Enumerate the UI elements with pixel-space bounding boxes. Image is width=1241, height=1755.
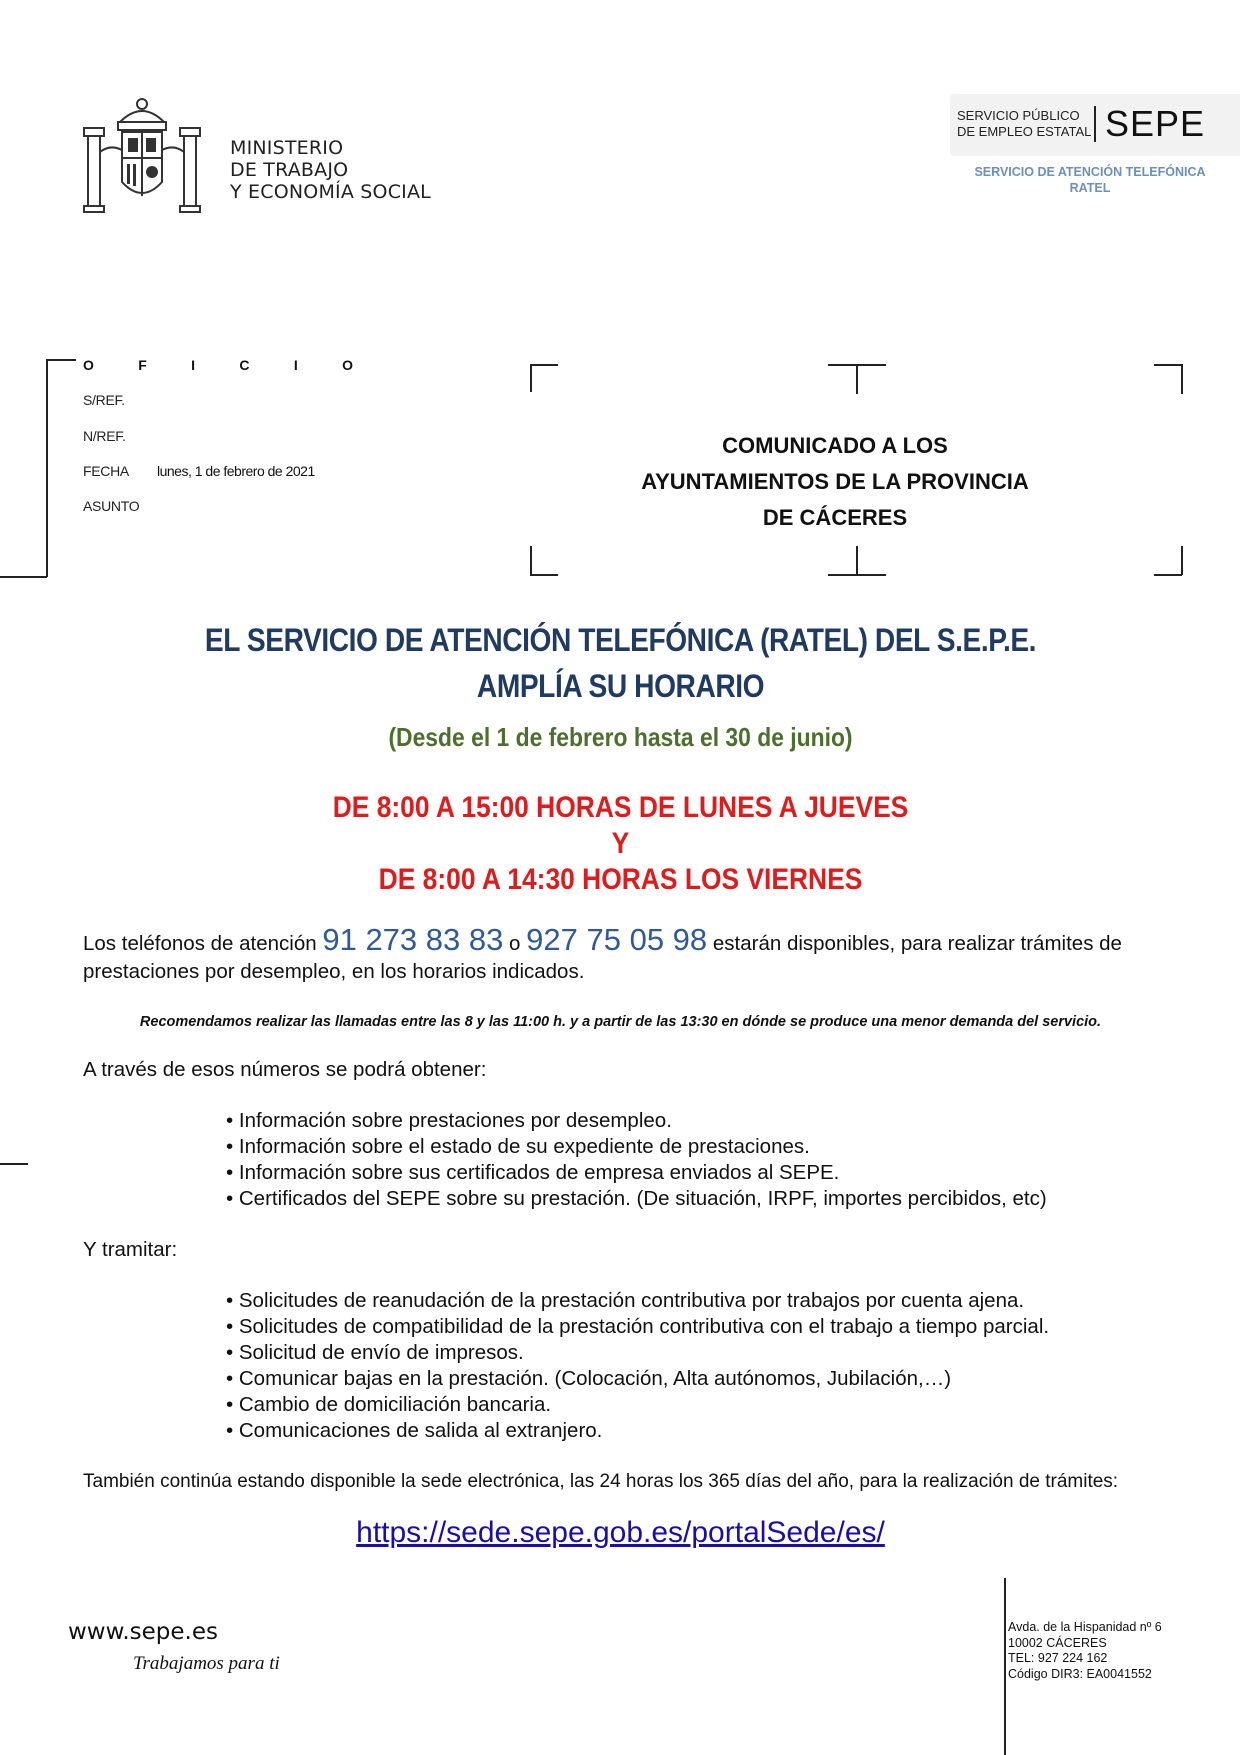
- list-item: • Información sobre el estado de su expediente de prestaciones.: [226, 1135, 810, 1158]
- oficio-left-rule: [46, 359, 48, 577]
- corner-mark: [530, 574, 558, 576]
- headline-line-2: AMPLÍA SU HORARIO: [476, 668, 765, 704]
- list-item: • Solicitud de envío de impresos.: [226, 1341, 524, 1364]
- nref-label: N/REF.: [83, 428, 126, 444]
- corner-mark: [1181, 364, 1183, 394]
- address-line: 10002 CÁCERES: [1008, 1635, 1107, 1650]
- fold-mark: [0, 1163, 28, 1165]
- list-item: • Certificados del SEPE sobre su prestación. (De situación, IRPF, importes percibidos, etc): [226, 1187, 1047, 1210]
- ministry-line-2: DE TRABAJO: [230, 159, 349, 181]
- list-item: • Cambio de domiciliación bancaria.: [226, 1393, 552, 1416]
- sepe-logo-line-1: SERVICIO PÚBLICO: [957, 108, 1080, 123]
- address-line: Código DIR3: EA0041552: [1008, 1666, 1152, 1681]
- oficio-letter: C: [239, 357, 250, 373]
- oficio-letter: F: [138, 357, 147, 373]
- footer-divider: [1004, 1578, 1006, 1755]
- footer-tagline: Trabajamos para ti: [133, 1653, 280, 1674]
- phones-suffix: estarán disponibles, para realizar trámites de prestaciones por desempleo, en los horarios indicados.: [83, 932, 1122, 983]
- ministry-line-1: MINISTERIO: [230, 137, 344, 159]
- coat-of-arms-icon: [80, 92, 204, 220]
- footer-website: www.sepe.es: [68, 1619, 218, 1645]
- phones-or: o: [503, 932, 527, 955]
- tramitar-intro: Y tramitar:: [83, 1238, 178, 1261]
- ministry-name: [230, 137, 431, 203]
- hours-friday: DE 8:00 A 14:30 HORAS LOS VIERNES: [378, 863, 863, 896]
- ratel-line-2: RATEL: [1069, 181, 1111, 195]
- obtain-intro: A través de esos números se podrá obtener:: [83, 1058, 487, 1081]
- phones-paragraph: [83, 922, 1203, 986]
- oficio-bottom-rule: [0, 576, 47, 578]
- list-item: • Información sobre prestaciones por desempleo.: [226, 1109, 672, 1132]
- period-subtitle: (Desde el 1 de febrero hasta el 30 de junio): [388, 722, 853, 752]
- hours-and: Y: [611, 827, 630, 860]
- list-item: • Solicitudes de reanudación de la prestación contributiva por trabajos por cuenta ajena.: [226, 1289, 1025, 1312]
- list-item: • Información sobre sus certificados de empresa enviados al SEPE.: [226, 1161, 840, 1184]
- sepe-logo-text: [957, 108, 1091, 140]
- ministry-line-3: Y ECONOMÍA SOCIAL: [230, 181, 431, 203]
- corner-mark: [856, 364, 858, 394]
- obtain-list: [226, 1108, 1047, 1212]
- corner-mark: [530, 546, 532, 575]
- tramitar-list: [226, 1288, 1049, 1444]
- address-line: TEL: 927 224 162: [1008, 1651, 1108, 1665]
- phones-prefix: Los teléfonos de atención: [83, 932, 323, 955]
- corner-mark: [1154, 364, 1182, 366]
- office-address: [1008, 1620, 1162, 1682]
- sepe-logo-divider: [1094, 106, 1096, 142]
- oficio-letter: O: [342, 357, 353, 373]
- oficio-top-rule: [46, 359, 76, 361]
- corner-mark: [530, 364, 532, 392]
- oficio-letter: O: [83, 357, 94, 373]
- corner-mark: [856, 546, 858, 575]
- fecha-label: FECHA: [83, 463, 129, 479]
- ratel-line-1: SERVICIO DE ATENCIÓN TELEFÓNICA: [974, 165, 1206, 179]
- sede-electronica-link[interactable]: https://sede.sepe.gob.es/portalSede/es/: [356, 1516, 885, 1549]
- sepe-logo-line-2: DE EMPLEO ESTATAL: [957, 124, 1092, 139]
- fecha-value: lunes, 1 de febrero de 2021: [157, 463, 315, 479]
- list-item: • Solicitudes de compatibilidad de la prestación contributiva con el trabajo a tiempo parcial.: [226, 1315, 1050, 1338]
- corner-mark: [1181, 546, 1183, 575]
- call-recommendation: Recomendamos realizar las llamadas entre las 8 y las 11:00 h. y a partir de las 13:30 en dónde se produce una menor demanda del servicio.: [139, 1014, 1102, 1030]
- sepe-logo: SEPE: [1105, 103, 1206, 144]
- oficio-letter: I: [293, 357, 298, 373]
- recipient-block: [600, 428, 1070, 536]
- recipient-line-1: COMUNICADO A LOS: [722, 433, 948, 458]
- sede-paragraph: También continúa estando disponible la sede electrónica, las 24 horas los 365 días del año, para la realización de trámites:: [83, 1471, 1119, 1492]
- headline-line-1: EL SERVICIO DE ATENCIÓN TELEFÓNICA (RATEL) DEL S.E.P.E.: [204, 622, 1037, 658]
- oficio-letter: I: [191, 357, 196, 373]
- list-item: • Comunicar bajas en la prestación. (Colocación, Alta autónomos, Jubilación,…): [226, 1367, 952, 1390]
- address-line: Avda. de la Hispanidad nº 6: [1008, 1620, 1162, 1634]
- oficio-heading: [83, 357, 353, 373]
- hours-weekdays: DE 8:00 A 15:00 HORAS DE LUNES A JUEVES: [332, 791, 909, 824]
- recipient-line-2: AYUNTAMIENTOS DE LA PROVINCIA: [641, 469, 1029, 494]
- ratel-label: [960, 164, 1220, 196]
- sref-label: S/REF.: [83, 392, 125, 408]
- asunto-label: ASUNTO: [83, 498, 140, 514]
- corner-mark: [530, 364, 558, 366]
- phone-number-2: 927 75 05 98: [526, 922, 708, 957]
- list-item: • Comunicaciones de salida al extranjero.: [226, 1419, 603, 1442]
- recipient-line-3: DE CÁCERES: [762, 505, 908, 530]
- corner-mark: [1154, 574, 1182, 576]
- phone-number-1: 91 273 83 83: [322, 922, 504, 957]
